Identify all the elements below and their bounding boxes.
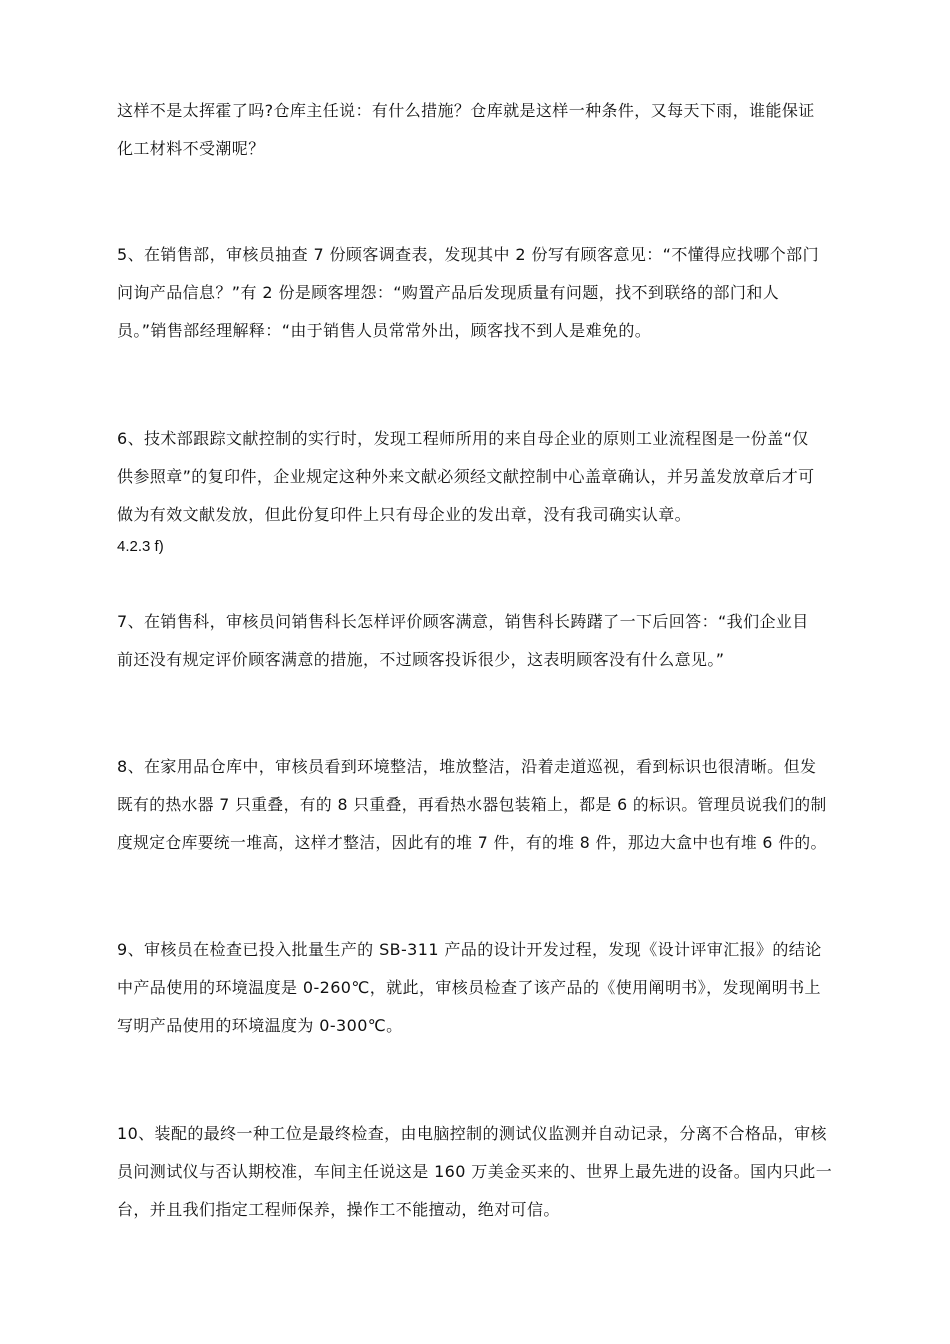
- clause-reference: 4.2.3 f): [117, 538, 164, 555]
- text-line: 员。”销售部经理解释：“由于销售人员常常外出，顾客找不到人是难免的。: [117, 321, 652, 340]
- text-line: 既有的热水器 7 只重叠，有的 8 只重叠，再看热水器包装箱上，都是 6 的标识。管理员说我们的制: [117, 795, 827, 814]
- text-line: 前还没有规定评价顾客满意的措施，不过顾客投诉很少，这表明顾客没有什么意见。”: [117, 650, 725, 669]
- text-line: 问询产品信息？”有 2 份是顾客埋怨：“购置产品后发现质量有问题，找不到联络的部门和人: [117, 283, 780, 302]
- text-line: 8、在家用品仓库中，审核员看到环境整洁，堆放整洁，沿着走道巡视，看到标识也很清晰。但发: [117, 757, 817, 776]
- text-line: 10、装配的最终一种工位是最终检查，由电脑控制的测试仪监测并自动记录，分离不合格品，审核: [117, 1124, 827, 1143]
- text-line: 6、技术部跟踪文献控制的实行时，发现工程师所用的来自母企业的原则工业流程图是一份盖“仅: [117, 429, 809, 448]
- text-line: 供参照章”的复印件，企业规定这种外来文献必须经文献控制中心盖章确认，并另盖发放章后才可: [117, 467, 815, 486]
- text-line: 9、审核员在检查已投入批量生产的 SB-311 产品的设计开发过程，发现《设计评审汇报》的结论: [117, 940, 822, 959]
- text-line: 中产品使用的环境温度是 0-260℃，就此，审核员检查了该产品的《使用阐明书》，发现阐明书上: [117, 978, 821, 997]
- text-line: 写明产品使用的环境温度为 0-300℃。: [117, 1016, 403, 1035]
- text-line: 做为有效文献发放，但此份复印件上只有母企业的发出章，没有我司确实认章。: [117, 505, 692, 524]
- text-line: 化工材料不受潮呢？: [117, 139, 265, 158]
- text-line: 7、在销售科，审核员问销售科长怎样评价顾客满意，销售科长踌躇了一下后回答：“我们企业目: [117, 612, 809, 631]
- text-line: 台，并且我们指定工程师保养，操作工不能擅动，绝对可信。: [117, 1200, 560, 1219]
- text-line: 这样不是太挥霍了吗?仓库主任说：有什么措施？仓库就是这样一种条件，又每天下雨，谁能保证: [117, 101, 815, 120]
- text-line: 度规定仓库要统一堆高，这样才整洁，因此有的堆 7 件，有的堆 8 件，那边大盒中也有堆 6 件的。: [117, 833, 827, 852]
- text-line: 员问测试仪与否认期校准，车间主任说这是 160 万美金买来的、世界上最先进的设备。国内只此一: [117, 1162, 833, 1181]
- text-line: 5、在销售部，审核员抽查 7 份顾客调查表，发现其中 2 份写有顾客意见：“不懂得应找哪个部门: [117, 245, 819, 264]
